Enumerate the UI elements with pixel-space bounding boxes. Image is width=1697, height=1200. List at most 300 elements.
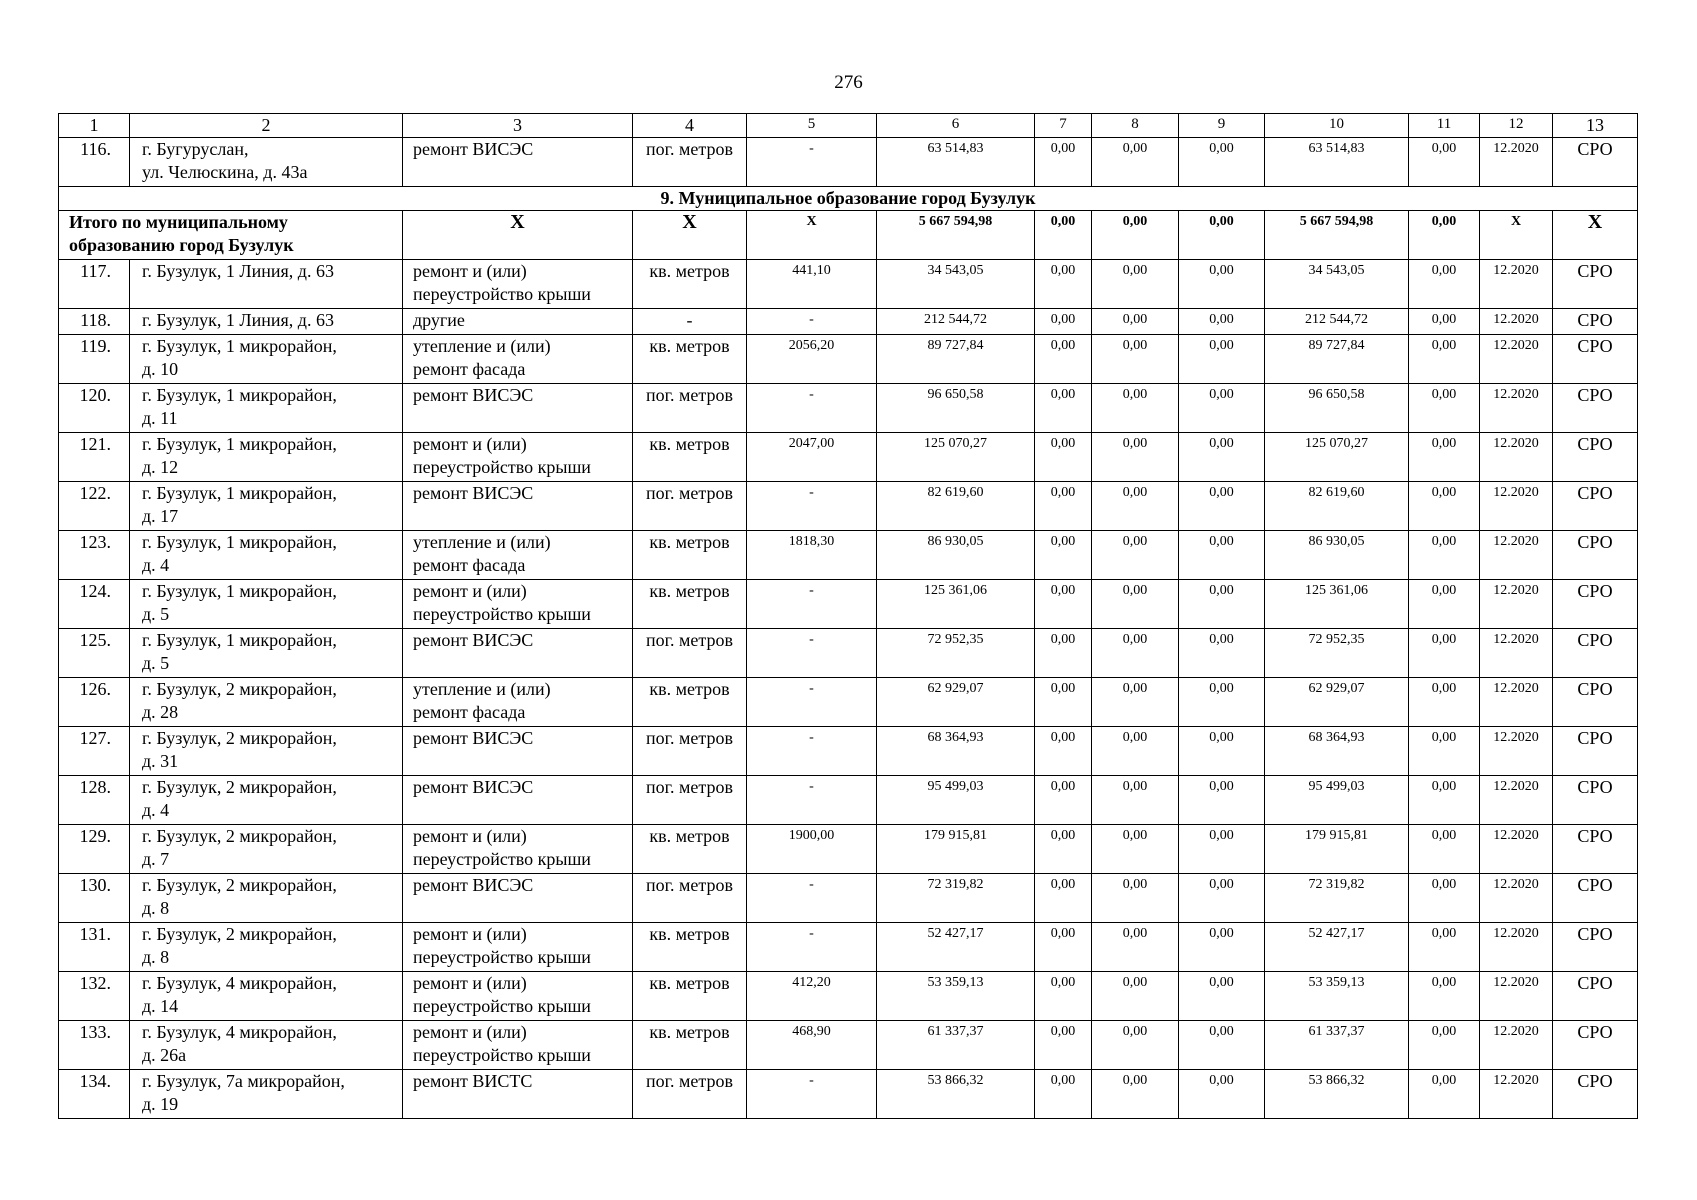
row-number: 118. bbox=[59, 309, 130, 335]
owners-funds-cell: 82 619,60 bbox=[1265, 482, 1409, 531]
total-cost-cell: 125 361,06 bbox=[877, 580, 1035, 629]
header-cell: 10 bbox=[1265, 114, 1409, 138]
regional-budget-cell: 0,00 bbox=[1092, 309, 1179, 335]
work-type-cell bbox=[403, 260, 633, 309]
work-type-cell-line: ремонт и (или) bbox=[413, 924, 527, 944]
total-cost-cell: 212 544,72 bbox=[877, 309, 1035, 335]
fund-cell: 0,00 bbox=[1035, 309, 1092, 335]
unit-cell: кв. метров bbox=[633, 923, 747, 972]
table-row bbox=[59, 629, 1638, 678]
unit-cell: пог. метров bbox=[633, 874, 747, 923]
table-row bbox=[59, 260, 1638, 309]
total-label-line: Итого по муниципальному bbox=[69, 212, 288, 232]
deadline-cell: 12.2020 bbox=[1480, 384, 1553, 433]
method-cell: СРО bbox=[1553, 874, 1638, 923]
fund-cell: 0,00 bbox=[1035, 678, 1092, 727]
fund-cell: 0,00 bbox=[1035, 138, 1092, 187]
area-cell: - bbox=[747, 580, 877, 629]
address-cell bbox=[130, 1021, 403, 1070]
work-type-cell bbox=[403, 309, 633, 335]
other-funds-cell: 0,00 bbox=[1409, 260, 1480, 309]
deadline-cell: 12.2020 bbox=[1480, 776, 1553, 825]
area-cell: - bbox=[747, 138, 877, 187]
work-type-cell-line: переустройство крыши bbox=[413, 457, 591, 477]
table-row bbox=[59, 384, 1638, 433]
total-c6: 5 667 594,98 bbox=[877, 211, 1035, 260]
address-cell-line: г. Бузулук, 7а микрорайон, bbox=[142, 1071, 345, 1091]
total-c8: 0,00 bbox=[1092, 211, 1179, 260]
deadline-cell: 12.2020 bbox=[1480, 531, 1553, 580]
work-type-cell-line: ремонт ВИСЭС bbox=[413, 777, 534, 797]
address-cell-line: г. Бузулук, 2 микрорайон, bbox=[142, 728, 337, 748]
address-cell bbox=[130, 972, 403, 1021]
local-budget-cell: 0,00 bbox=[1179, 260, 1265, 309]
total-cost-cell: 52 427,17 bbox=[877, 923, 1035, 972]
page-number: 276 bbox=[834, 72, 863, 93]
regional-budget-cell: 0,00 bbox=[1092, 580, 1179, 629]
fund-cell: 0,00 bbox=[1035, 433, 1092, 482]
area-cell: - bbox=[747, 874, 877, 923]
deadline-cell: 12.2020 bbox=[1480, 309, 1553, 335]
address-cell-line: д. 5 bbox=[142, 653, 170, 673]
other-funds-cell: 0,00 bbox=[1409, 335, 1480, 384]
work-type-cell-line: ремонт ВИСТС bbox=[413, 1071, 533, 1091]
work-type-cell-line: утепление и (или) bbox=[413, 532, 551, 552]
method-cell: СРО bbox=[1553, 384, 1638, 433]
table-row bbox=[59, 874, 1638, 923]
method-cell: СРО bbox=[1553, 1070, 1638, 1119]
total-row bbox=[59, 211, 1638, 260]
owners-funds-cell: 63 514,83 bbox=[1265, 138, 1409, 187]
table-row bbox=[59, 923, 1638, 972]
total-cost-cell: 96 650,58 bbox=[877, 384, 1035, 433]
work-type-cell-line: ремонт ВИСЭС bbox=[413, 875, 534, 895]
unit-cell: кв. метров bbox=[633, 335, 747, 384]
address-cell-line: г. Бузулук, 1 микрорайон, bbox=[142, 630, 337, 650]
address-cell bbox=[130, 138, 403, 187]
address-cell-line: г. Бузулук, 1 Линия, д. 63 bbox=[142, 310, 334, 330]
unit-cell: кв. метров bbox=[633, 972, 747, 1021]
work-type-cell-line: ремонт и (или) bbox=[413, 1022, 527, 1042]
total-cost-cell: 95 499,03 bbox=[877, 776, 1035, 825]
method-cell: СРО bbox=[1553, 776, 1638, 825]
deadline-cell: 12.2020 bbox=[1480, 874, 1553, 923]
method-cell: СРО bbox=[1553, 335, 1638, 384]
owners-funds-cell: 34 543,05 bbox=[1265, 260, 1409, 309]
address-cell bbox=[130, 482, 403, 531]
table-row bbox=[59, 531, 1638, 580]
work-type-cell bbox=[403, 678, 633, 727]
deadline-cell: 12.2020 bbox=[1480, 1021, 1553, 1070]
deadline-cell: 12.2020 bbox=[1480, 1070, 1553, 1119]
work-type-cell-line: утепление и (или) bbox=[413, 679, 551, 699]
work-type-cell-line: ремонт фасада bbox=[413, 359, 526, 379]
method-cell: СРО bbox=[1553, 923, 1638, 972]
owners-funds-cell: 125 361,06 bbox=[1265, 580, 1409, 629]
method-cell: СРО bbox=[1553, 260, 1638, 309]
total-cost-cell: 68 364,93 bbox=[877, 727, 1035, 776]
address-cell bbox=[130, 433, 403, 482]
regional-budget-cell: 0,00 bbox=[1092, 433, 1179, 482]
total-label bbox=[59, 211, 403, 260]
method-cell: СРО bbox=[1553, 727, 1638, 776]
address-cell bbox=[130, 727, 403, 776]
table-row bbox=[59, 433, 1638, 482]
fund-cell: 0,00 bbox=[1035, 825, 1092, 874]
fund-cell: 0,00 bbox=[1035, 384, 1092, 433]
method-cell: СРО bbox=[1553, 531, 1638, 580]
fund-cell: 0,00 bbox=[1035, 531, 1092, 580]
row-number: 116. bbox=[59, 138, 130, 187]
total-cost-cell: 72 952,35 bbox=[877, 629, 1035, 678]
work-type-cell-line: ремонт фасада bbox=[413, 555, 526, 575]
area-cell: 2056,20 bbox=[747, 335, 877, 384]
address-cell-line: д. 14 bbox=[142, 996, 179, 1016]
local-budget-cell: 0,00 bbox=[1179, 1070, 1265, 1119]
fund-cell: 0,00 bbox=[1035, 776, 1092, 825]
local-budget-cell: 0,00 bbox=[1179, 531, 1265, 580]
local-budget-cell: 0,00 bbox=[1179, 825, 1265, 874]
work-type-cell-line: переустройство крыши bbox=[413, 604, 591, 624]
regional-budget-cell: 0,00 bbox=[1092, 482, 1179, 531]
local-budget-cell: 0,00 bbox=[1179, 776, 1265, 825]
address-cell bbox=[130, 1070, 403, 1119]
other-funds-cell: 0,00 bbox=[1409, 309, 1480, 335]
unit-cell: кв. метров bbox=[633, 260, 747, 309]
owners-funds-cell: 89 727,84 bbox=[1265, 335, 1409, 384]
owners-funds-cell: 72 319,82 bbox=[1265, 874, 1409, 923]
total-c3: Х bbox=[403, 211, 633, 260]
work-type-cell-line: ремонт ВИСЭС bbox=[413, 483, 534, 503]
address-cell bbox=[130, 825, 403, 874]
address-cell-line: г. Бузулук, 4 микрорайон, bbox=[142, 973, 337, 993]
unit-cell: пог. метров bbox=[633, 629, 747, 678]
header-cell: 2 bbox=[130, 114, 403, 138]
table-row bbox=[59, 727, 1638, 776]
work-type-cell bbox=[403, 1070, 633, 1119]
local-budget-cell: 0,00 bbox=[1179, 138, 1265, 187]
owners-funds-cell: 61 337,37 bbox=[1265, 1021, 1409, 1070]
header-cell: 5 bbox=[747, 114, 877, 138]
table-row bbox=[59, 1021, 1638, 1070]
method-cell: СРО bbox=[1553, 825, 1638, 874]
area-cell: 441,10 bbox=[747, 260, 877, 309]
work-type-cell-line: ремонт ВИСЭС bbox=[413, 139, 534, 159]
owners-funds-cell: 53 359,13 bbox=[1265, 972, 1409, 1021]
work-type-cell-line: ремонт ВИСЭС bbox=[413, 385, 534, 405]
header-cell: 7 bbox=[1035, 114, 1092, 138]
work-type-cell-line: переустройство крыши bbox=[413, 947, 591, 967]
work-type-cell-line: другие bbox=[413, 310, 465, 330]
local-budget-cell: 0,00 bbox=[1179, 309, 1265, 335]
regional-budget-cell: 0,00 bbox=[1092, 776, 1179, 825]
table-row bbox=[59, 309, 1638, 335]
unit-cell: пог. метров bbox=[633, 1070, 747, 1119]
fund-cell: 0,00 bbox=[1035, 482, 1092, 531]
regional-budget-cell: 0,00 bbox=[1092, 923, 1179, 972]
header-cell: 6 bbox=[877, 114, 1035, 138]
address-cell-line: г. Бузулук, 1 микрорайон, bbox=[142, 385, 337, 405]
work-type-cell bbox=[403, 580, 633, 629]
address-cell bbox=[130, 384, 403, 433]
row-number: 123. bbox=[59, 531, 130, 580]
deadline-cell: 12.2020 bbox=[1480, 335, 1553, 384]
total-c11: 0,00 bbox=[1409, 211, 1480, 260]
work-type-cell-line: ремонт и (или) bbox=[413, 973, 527, 993]
local-budget-cell: 0,00 bbox=[1179, 727, 1265, 776]
area-cell: - bbox=[747, 678, 877, 727]
work-type-cell bbox=[403, 727, 633, 776]
address-cell-line: г. Бугуруслан, bbox=[142, 139, 249, 159]
header-row bbox=[59, 114, 1638, 138]
owners-funds-cell: 86 930,05 bbox=[1265, 531, 1409, 580]
unit-cell: кв. метров bbox=[633, 678, 747, 727]
address-cell-line: д. 10 bbox=[142, 359, 179, 379]
row-number: 134. bbox=[59, 1070, 130, 1119]
regional-budget-cell: 0,00 bbox=[1092, 1070, 1179, 1119]
owners-funds-cell: 53 866,32 bbox=[1265, 1070, 1409, 1119]
total-c4: Х bbox=[633, 211, 747, 260]
header-cell: 11 bbox=[1409, 114, 1480, 138]
other-funds-cell: 0,00 bbox=[1409, 482, 1480, 531]
section-title: 9. Муниципальное образование город Бузулук bbox=[59, 187, 1638, 211]
area-cell: 468,90 bbox=[747, 1021, 877, 1070]
total-cost-cell: 62 929,07 bbox=[877, 678, 1035, 727]
deadline-cell: 12.2020 bbox=[1480, 727, 1553, 776]
address-cell bbox=[130, 260, 403, 309]
repair-program-table bbox=[58, 113, 1638, 1119]
fund-cell: 0,00 bbox=[1035, 1070, 1092, 1119]
area-cell: - bbox=[747, 1070, 877, 1119]
unit-cell: пог. метров bbox=[633, 138, 747, 187]
work-type-cell-line: переустройство крыши bbox=[413, 996, 591, 1016]
area-cell: 412,20 bbox=[747, 972, 877, 1021]
fund-cell: 0,00 bbox=[1035, 580, 1092, 629]
address-cell-line: д. 12 bbox=[142, 457, 179, 477]
total-cost-cell: 125 070,27 bbox=[877, 433, 1035, 482]
address-cell-line: д. 4 bbox=[142, 555, 170, 575]
fund-cell: 0,00 bbox=[1035, 972, 1092, 1021]
work-type-cell bbox=[403, 335, 633, 384]
section-row bbox=[59, 187, 1638, 211]
address-cell bbox=[130, 874, 403, 923]
row-number: 132. bbox=[59, 972, 130, 1021]
address-cell-line: д. 5 bbox=[142, 604, 170, 624]
work-type-cell-line: переустройство крыши bbox=[413, 1045, 591, 1065]
owners-funds-cell: 179 915,81 bbox=[1265, 825, 1409, 874]
work-type-cell bbox=[403, 874, 633, 923]
address-cell bbox=[130, 580, 403, 629]
address-cell-line: д. 11 bbox=[142, 408, 178, 428]
area-cell: 1818,30 bbox=[747, 531, 877, 580]
local-budget-cell: 0,00 bbox=[1179, 972, 1265, 1021]
local-budget-cell: 0,00 bbox=[1179, 335, 1265, 384]
address-cell-line: д. 8 bbox=[142, 898, 170, 918]
regional-budget-cell: 0,00 bbox=[1092, 678, 1179, 727]
owners-funds-cell: 125 070,27 bbox=[1265, 433, 1409, 482]
header-cell: 3 bbox=[403, 114, 633, 138]
table-row bbox=[59, 482, 1638, 531]
owners-funds-cell: 52 427,17 bbox=[1265, 923, 1409, 972]
other-funds-cell: 0,00 bbox=[1409, 678, 1480, 727]
other-funds-cell: 0,00 bbox=[1409, 1021, 1480, 1070]
unit-cell: пог. метров bbox=[633, 482, 747, 531]
table-row bbox=[59, 1070, 1638, 1119]
method-cell: СРО bbox=[1553, 138, 1638, 187]
other-funds-cell: 0,00 bbox=[1409, 384, 1480, 433]
fund-cell: 0,00 bbox=[1035, 923, 1092, 972]
address-cell bbox=[130, 531, 403, 580]
address-cell-line: д. 7 bbox=[142, 849, 170, 869]
table-row bbox=[59, 776, 1638, 825]
address-cell-line: д. 28 bbox=[142, 702, 179, 722]
regional-budget-cell: 0,00 bbox=[1092, 972, 1179, 1021]
owners-funds-cell: 95 499,03 bbox=[1265, 776, 1409, 825]
deadline-cell: 12.2020 bbox=[1480, 629, 1553, 678]
owners-funds-cell: 96 650,58 bbox=[1265, 384, 1409, 433]
total-cost-cell: 82 619,60 bbox=[877, 482, 1035, 531]
regional-budget-cell: 0,00 bbox=[1092, 727, 1179, 776]
area-cell: - bbox=[747, 309, 877, 335]
row-number: 131. bbox=[59, 923, 130, 972]
deadline-cell: 12.2020 bbox=[1480, 678, 1553, 727]
address-cell-line: г. Бузулук, 1 микрорайон, bbox=[142, 532, 337, 552]
address-cell-line: г. Бузулук, 1 микрорайон, bbox=[142, 434, 337, 454]
row-number: 126. bbox=[59, 678, 130, 727]
regional-budget-cell: 0,00 bbox=[1092, 629, 1179, 678]
fund-cell: 0,00 bbox=[1035, 727, 1092, 776]
other-funds-cell: 0,00 bbox=[1409, 433, 1480, 482]
address-cell bbox=[130, 309, 403, 335]
deadline-cell: 12.2020 bbox=[1480, 138, 1553, 187]
address-cell-line: г. Бузулук, 2 микрорайон, bbox=[142, 875, 337, 895]
header-cell: 13 bbox=[1553, 114, 1638, 138]
method-cell: СРО bbox=[1553, 309, 1638, 335]
other-funds-cell: 0,00 bbox=[1409, 629, 1480, 678]
unit-cell: пог. метров bbox=[633, 776, 747, 825]
work-type-cell-line: ремонт и (или) bbox=[413, 826, 527, 846]
unit-cell: кв. метров bbox=[633, 1021, 747, 1070]
address-cell-line: г. Бузулук, 1 Линия, д. 63 bbox=[142, 261, 334, 281]
address-cell-line: д. 8 bbox=[142, 947, 170, 967]
other-funds-cell: 0,00 bbox=[1409, 972, 1480, 1021]
table-row bbox=[59, 972, 1638, 1021]
area-cell: - bbox=[747, 776, 877, 825]
area-cell: - bbox=[747, 727, 877, 776]
area-cell: - bbox=[747, 923, 877, 972]
total-cost-cell: 179 915,81 bbox=[877, 825, 1035, 874]
work-type-cell bbox=[403, 923, 633, 972]
area-cell: - bbox=[747, 629, 877, 678]
row-number: 124. bbox=[59, 580, 130, 629]
total-cost-cell: 89 727,84 bbox=[877, 335, 1035, 384]
method-cell: СРО bbox=[1553, 678, 1638, 727]
address-cell-line: ул. Челюскина, д. 43а bbox=[142, 162, 308, 182]
unit-cell: кв. метров bbox=[633, 531, 747, 580]
owners-funds-cell: 212 544,72 bbox=[1265, 309, 1409, 335]
total-c10: 5 667 594,98 bbox=[1265, 211, 1409, 260]
address-cell-line: д. 4 bbox=[142, 800, 170, 820]
address-cell-line: г. Бузулук, 4 микрорайон, bbox=[142, 1022, 337, 1042]
table-row bbox=[59, 678, 1638, 727]
total-cost-cell: 53 866,32 bbox=[877, 1070, 1035, 1119]
total-cost-cell: 63 514,83 bbox=[877, 138, 1035, 187]
total-c13: Х bbox=[1553, 211, 1638, 260]
address-cell-line: д. 26а bbox=[142, 1045, 187, 1065]
address-cell-line: г. Бузулук, 2 микрорайон, bbox=[142, 679, 337, 699]
work-type-cell-line: ремонт ВИСЭС bbox=[413, 728, 534, 748]
work-type-cell-line: ремонт и (или) bbox=[413, 434, 527, 454]
address-cell-line: д. 31 bbox=[142, 751, 179, 771]
unit-cell: пог. метров bbox=[633, 727, 747, 776]
regional-budget-cell: 0,00 bbox=[1092, 531, 1179, 580]
deadline-cell: 12.2020 bbox=[1480, 972, 1553, 1021]
unit-cell: кв. метров bbox=[633, 433, 747, 482]
row-number: 129. bbox=[59, 825, 130, 874]
address-cell-line: д. 17 bbox=[142, 506, 179, 526]
address-cell-line: г. Бузулук, 1 микрорайон, bbox=[142, 581, 337, 601]
address-cell bbox=[130, 776, 403, 825]
local-budget-cell: 0,00 bbox=[1179, 874, 1265, 923]
total-c9: 0,00 bbox=[1179, 211, 1265, 260]
work-type-cell bbox=[403, 629, 633, 678]
work-type-cell bbox=[403, 776, 633, 825]
unit-cell: пог. метров bbox=[633, 384, 747, 433]
address-cell-line: г. Бузулук, 1 микрорайон, bbox=[142, 336, 337, 356]
local-budget-cell: 0,00 bbox=[1179, 629, 1265, 678]
other-funds-cell: 0,00 bbox=[1409, 531, 1480, 580]
total-label-line: образованию город Бузулук bbox=[69, 235, 294, 255]
address-cell bbox=[130, 335, 403, 384]
method-cell: СРО bbox=[1553, 1021, 1638, 1070]
regional-budget-cell: 0,00 bbox=[1092, 1021, 1179, 1070]
work-type-cell bbox=[403, 138, 633, 187]
owners-funds-cell: 62 929,07 bbox=[1265, 678, 1409, 727]
work-type-cell bbox=[403, 1021, 633, 1070]
deadline-cell: 12.2020 bbox=[1480, 260, 1553, 309]
other-funds-cell: 0,00 bbox=[1409, 874, 1480, 923]
address-cell-line: г. Бузулук, 1 микрорайон, bbox=[142, 483, 337, 503]
total-c7: 0,00 bbox=[1035, 211, 1092, 260]
method-cell: СРО bbox=[1553, 972, 1638, 1021]
unit-cell: кв. метров bbox=[633, 825, 747, 874]
row-number: 125. bbox=[59, 629, 130, 678]
local-budget-cell: 0,00 bbox=[1179, 482, 1265, 531]
total-cost-cell: 86 930,05 bbox=[877, 531, 1035, 580]
total-cost-cell: 34 543,05 bbox=[877, 260, 1035, 309]
table-row bbox=[59, 580, 1638, 629]
address-cell-line: д. 19 bbox=[142, 1094, 179, 1114]
local-budget-cell: 0,00 bbox=[1179, 678, 1265, 727]
local-budget-cell: 0,00 bbox=[1179, 433, 1265, 482]
owners-funds-cell: 72 952,35 bbox=[1265, 629, 1409, 678]
method-cell: СРО bbox=[1553, 629, 1638, 678]
work-type-cell bbox=[403, 482, 633, 531]
address-cell-line: г. Бузулук, 2 микрорайон, bbox=[142, 826, 337, 846]
unit-cell: - bbox=[633, 309, 747, 335]
address-cell bbox=[130, 678, 403, 727]
other-funds-cell: 0,00 bbox=[1409, 580, 1480, 629]
work-type-cell-line: ремонт и (или) bbox=[413, 261, 527, 281]
deadline-cell: 12.2020 bbox=[1480, 923, 1553, 972]
other-funds-cell: 0,00 bbox=[1409, 1070, 1480, 1119]
header-cell: 8 bbox=[1092, 114, 1179, 138]
total-cost-cell: 61 337,37 bbox=[877, 1021, 1035, 1070]
fund-cell: 0,00 bbox=[1035, 629, 1092, 678]
total-cost-cell: 53 359,13 bbox=[877, 972, 1035, 1021]
row-number: 133. bbox=[59, 1021, 130, 1070]
work-type-cell bbox=[403, 972, 633, 1021]
